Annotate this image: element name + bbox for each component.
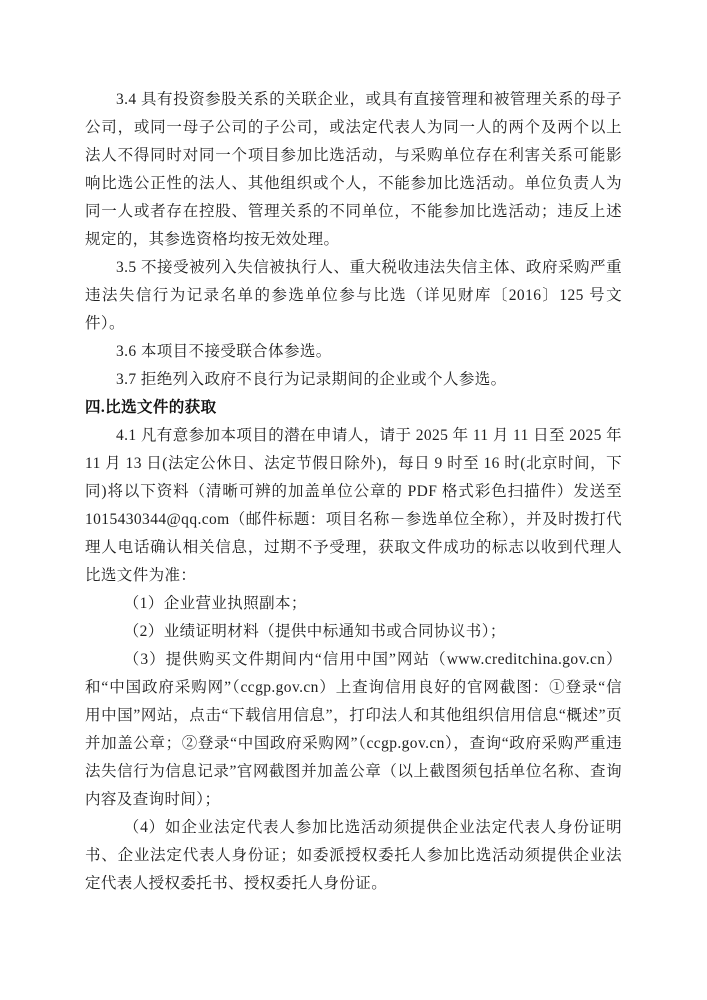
paragraph: 3.6 本项目不接受联合体参选。 (116, 343, 332, 360)
document-content (85, 86, 622, 898)
list-item: （3）提供购买文件期间内“信用中国”网站（www.creditchina.gov.cn）和“中国政府采购网”（ccgp.gov.cn）上查询信用良好的官网截图：①登录“信用中国”网站，点击“下载信用信息”，打印法人和其他组织信用信息“概述”页并加盖公章；②登录“中国政府采购网”（ccgp.gov.cn），查询“政府采购严重违法失信行为信息记录”官网截图并加盖公章（以上截图须包括单位名称、查询内容及查询时间）； (85, 651, 622, 808)
section-heading: 四.比选文件的获取 (85, 399, 217, 416)
list-item: （4）如企业法定代表人参加比选活动须提供企业法定代表人身份证明书、企业法定代表人身份证；如委派授权委托人参加比选活动须提供企业法定代表人授权委托书、授权委托人身份证。 (85, 819, 622, 892)
paragraph: 3.4 具有投资参股关系的关联企业，或具有直接管理和被管理关系的母子公司，或同一母子公司的子公司，或法定代表人为同一人的两个及两个以上法人不得同时对同一个项目参加比选活动，与采购单位存在利害关系可能影响比选公正性的法人、其他组织或个人，不能参加比选活动。单位负责人为同一人或者存在控股、管理关系的不同单位，不能参加比选活动；违反上述规定的，其参选资格均按无效处理。 (85, 91, 622, 248)
paragraph: 3.7 拒绝列入政府不良行为记录期间的企业或个人参选。 (116, 371, 507, 388)
paragraph: 3.5 不接受被列入失信被执行人、重大税收违法失信主体、政府采购严重违法失信行为记录名单的参选单位参与比选（详见财库〔2016〕125 号文件）。 (85, 259, 622, 332)
list-item: （1）企业营业执照副本； (123, 595, 307, 612)
paragraph: 4.1 凡有意参加本项目的潜在申请人，请于 2025 年 11 月 11 日至 2025 年 11 月 13 日(法定公休日、法定节假日除外)，每日 9 时至 16 时(北京时间，下同)将以下资料（清晰可辨的加盖单位公章的 PDF 格式彩色扫描件）发送至 1015430344@qq.com（邮件标题：项目名称－参选单位全称），并及时拨打代理人电话确认相关信息，过期不予受理，获取文件成功的标志以收到代理人比选文件为准： (85, 427, 622, 584)
list-item: （2）业绩证明材料（提供中标通知书或合同协议书）； (123, 623, 506, 640)
